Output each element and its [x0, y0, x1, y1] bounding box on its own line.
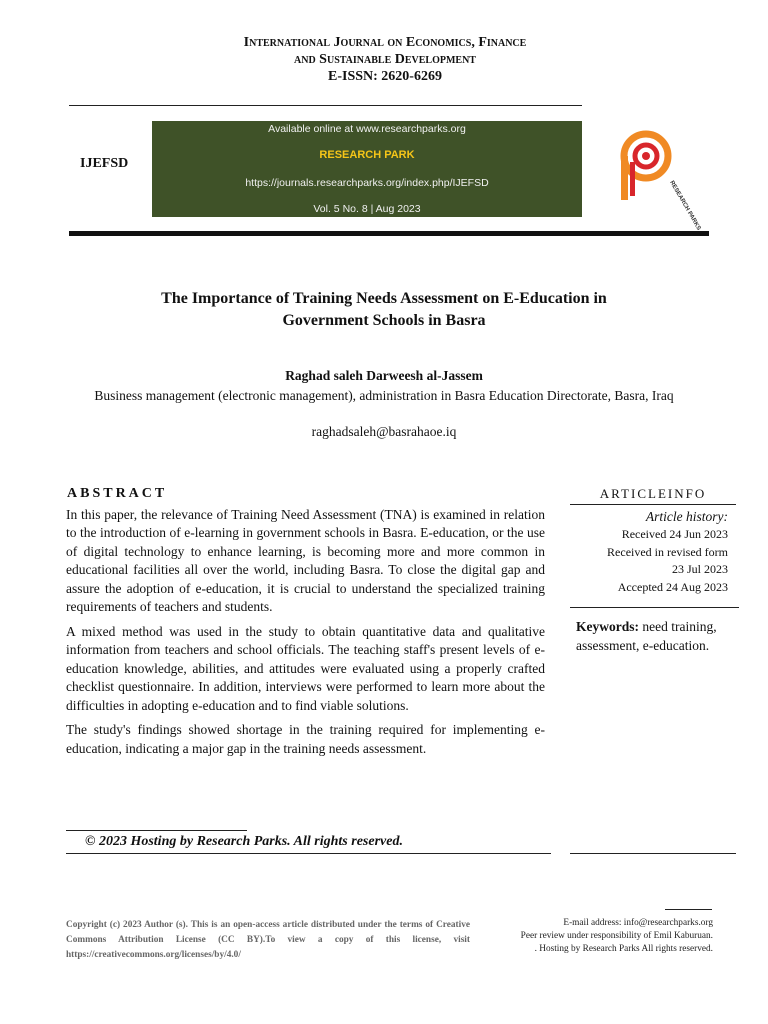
keywords-list: need training, assessment, e-education.	[576, 619, 717, 653]
publisher-email: E-mail address: info@researchparks.org	[563, 918, 713, 928]
paper-title-line1: The Importance of Training Needs Assessment on E-Education in	[161, 290, 607, 307]
copyright-bottom-rule	[66, 853, 551, 854]
author-affiliation: Business management (electronic management), administration in Basra Education Directorate, Basra, Iraq	[94, 388, 674, 403]
banner-journal-url[interactable]: https://journals.researchparks.org/index.php/IJEFSD	[245, 177, 489, 189]
article-info-divider	[570, 504, 736, 505]
banner-brand	[152, 149, 582, 161]
journal-code: IJEFSD	[80, 156, 129, 171]
abstract-paragraph: The study's findings showed shortage in the training required for implementing e-education, indicating a major gap in the training needs assessment.	[66, 722, 545, 756]
journal-name-line2: and Sustainable Development	[294, 52, 476, 67]
hosting-note: . Hosting by Research Parks All rights reserved.	[534, 944, 713, 954]
license-footer: Copyright (c) 2023 Author (s). This is an open-access article distributed under the terms of Creative Commons Attribution License (CC BY).To view a copy of this license, visit https://creativecommons.org/licenses/by/4.0/	[66, 920, 470, 960]
paper-title-line2: Government Schools in Basra	[282, 312, 486, 329]
journal-name-line1: International Journal on Economics, Finance	[243, 35, 527, 50]
author-name: Raghad saleh Darweesh al-Jassem	[285, 368, 483, 383]
accepted-date: Accepted 24 Aug 2023	[617, 580, 728, 595]
peer-review-note: Peer review under responsibility of Emil Kaburuan.	[520, 931, 713, 941]
copyright-top-rule	[66, 830, 247, 831]
header-thick-divider	[69, 231, 709, 236]
article-info-divider-bottom	[570, 607, 739, 608]
article-history-label: Article history:	[645, 509, 728, 524]
abstract-paragraph: In this paper, the relevance of Training Need Assessment (TNA) is examined in relation to the introduction of e-learning in government schools in Basra. E-education, or the use of digital technology to enhance learning, is becoming more and more common in educational facilities all over the world, including Basra. To close the digital gap and assure the adoption of e-education, it is crucial to understand the specialized training requirements of teachers and students.	[66, 507, 545, 615]
journal-header	[70, 34, 700, 85]
abstract-paragraph: A mixed method was used in the study to obtain quantitative data and qualitative information from teachers and school officials. The teaching staff's present levels of e-education knowledge, abilities, and attitudes were evaluated using a properly crafted checklist questionnaire. In addition, interviews were performed to learn more about the difficulties in adopting e-education and to find viable solutions.	[66, 623, 545, 713]
abstract-heading: ABSTRACT	[67, 486, 168, 501]
received-date: Received 24 Jun 2023	[621, 526, 728, 541]
banner-brand-park: PARK	[384, 149, 415, 161]
header-divider	[69, 105, 582, 106]
footnote-rule	[665, 909, 712, 910]
svg-text:RESEARCH PARKS: RESEARCH PARKS	[668, 180, 702, 232]
journal-banner	[152, 121, 582, 217]
keywords	[576, 617, 726, 655]
revised-date: 23 Jul 2023	[671, 562, 728, 577]
article-history	[570, 508, 728, 597]
paper-title	[100, 288, 668, 332]
copyright-notice: © 2023 Hosting by Research Parks. All rights reserved.	[85, 834, 403, 849]
banner-volume: Vol. 5 No. 8 | Aug 2023	[313, 203, 421, 215]
keywords-label: Keywords:	[576, 619, 639, 634]
abstract-body	[66, 506, 545, 765]
article-info-heading: ARTICLEINFO	[599, 486, 707, 501]
banner-available-online[interactable]: Available online at www.researchparks.org	[268, 123, 466, 135]
research-parks-logo	[612, 126, 702, 232]
publisher-footer	[490, 917, 713, 956]
revised-label: Received in revised form	[607, 544, 728, 559]
journal-eissn: E-ISSN: 2620-6269	[328, 69, 442, 84]
banner-brand-research: RESEARCH	[319, 149, 382, 161]
right-column-bottom-rule	[570, 853, 736, 854]
author-email[interactable]: raghadsaleh@basrahaoe.iq	[311, 424, 457, 439]
